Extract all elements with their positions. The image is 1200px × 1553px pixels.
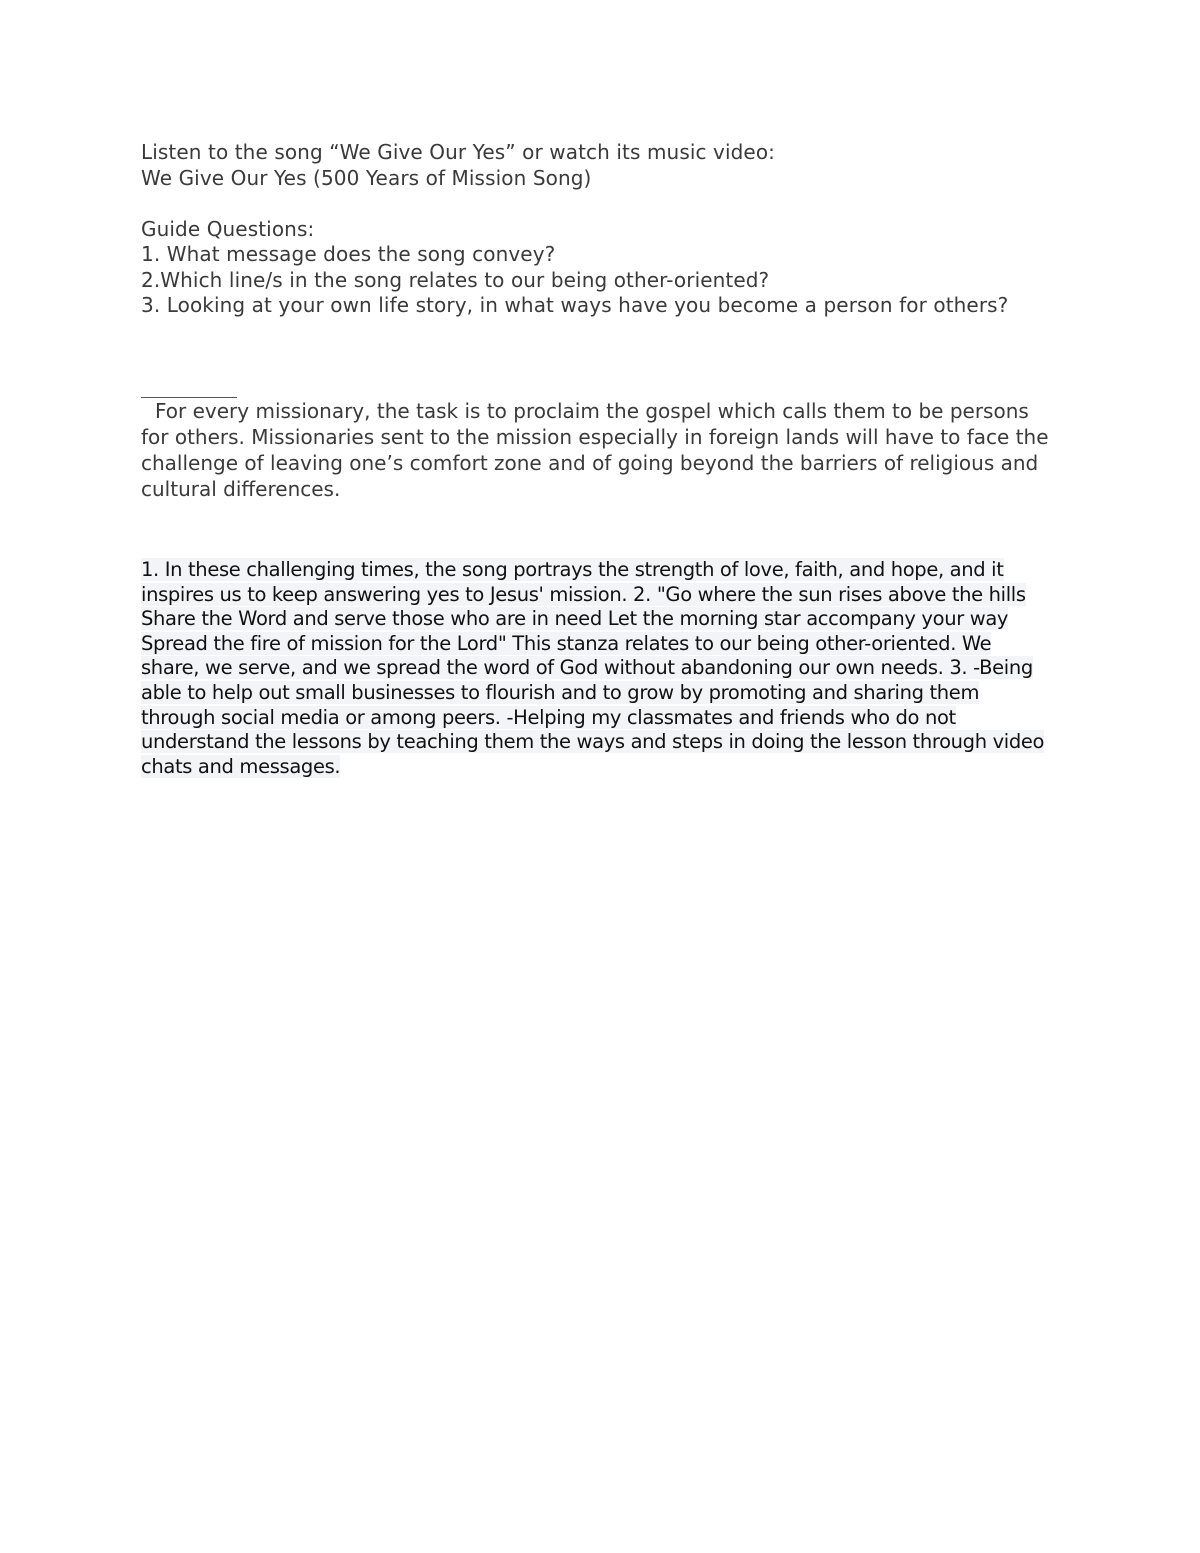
guide-questions-heading: Guide Questions: [141, 216, 315, 241]
spacer [141, 191, 1051, 217]
song-title-line: We Give Our Yes (500 Years of Mission Song) [141, 165, 592, 190]
guide-question-3: 3. Looking at your own life story, in what ways have you become a person for others? [141, 293, 1009, 317]
answer-text: 1. In these challenging times, the song portrays the strength of love, faith, and hope, and it inspires us to keep answering yes to Jesus' mission. 2. "Go where the sun rises above the hills Share the Word and serve those who are in need Let the morning star accompany your way Spread the fire of mission for the Lord" This stanza relates to our being other-oriented. We share, we serve, and we spread the word of God without abandoning our own needs. 3. -Being able to help out small businesses to flourish and to grow by promoting and sharing them through social media or among peers. -Helping my classmates and friends who do not understand the lessons by teaching them the ways and steps in doing the lesson through video chats and messages. [141, 558, 1045, 778]
instructions-section [141, 140, 1051, 319]
footnote-text: For every missionary, the task is to proclaim the gospel which calls them to be persons for others. Missionaries sent to the mission especially in foreign lands will have to face the challenge of leaving one’s comfort zone and of going beyond the barriers of religious and cultural differences. [141, 399, 1049, 501]
instruction-line: Listen to the song “We Give Our Yes” or watch its music video: [141, 140, 776, 164]
guide-question-1: 1. What message does the song convey? [141, 242, 556, 266]
answer-block [141, 558, 1051, 779]
guide-question-2: 2.Which line/s in the song relates to our being other-oriented? [141, 267, 770, 292]
